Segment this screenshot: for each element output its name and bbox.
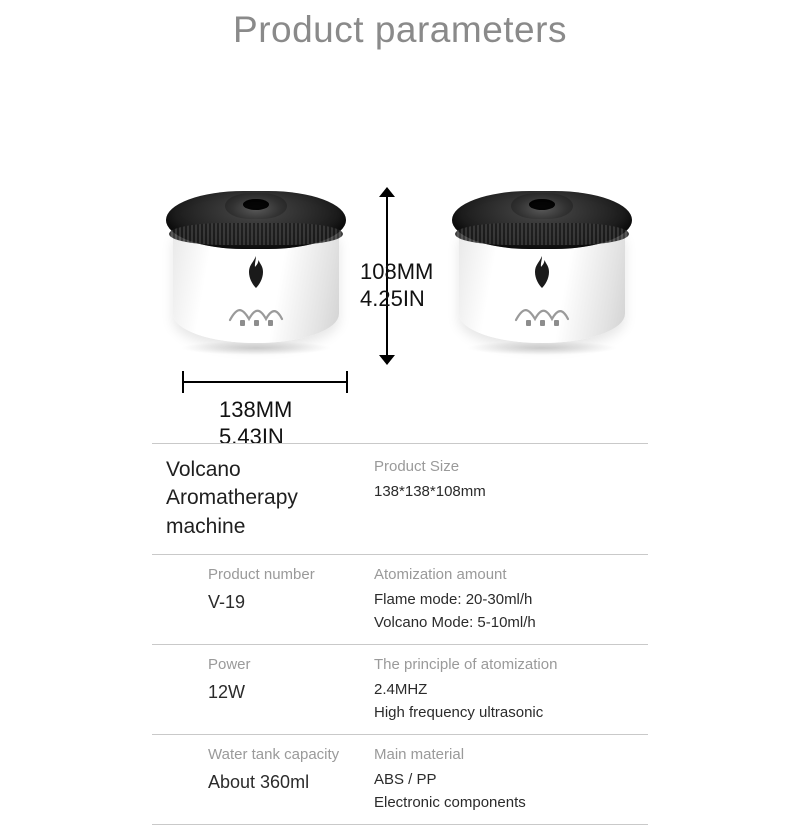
product-size-value: 138*138*108mm [374, 482, 486, 500]
water-tank-cell [152, 744, 370, 814]
cap-ridge [455, 223, 629, 245]
power-label: Power [208, 656, 251, 674]
product-name-line2: Aromatherapy machine [166, 486, 298, 538]
cap-ridge [169, 223, 343, 245]
spec-table [152, 443, 648, 825]
water-ripple-icon [514, 303, 570, 327]
product-hero [0, 51, 800, 450]
product-size-label: Product Size [374, 458, 460, 475]
product-shadow [180, 341, 332, 355]
product-cap [166, 191, 346, 249]
main-material-cell [370, 744, 648, 814]
product-image-right [452, 191, 632, 351]
width-mm: 138MM [219, 396, 293, 422]
atomization-type: High frequency ultrasonic [374, 704, 544, 722]
table-row [152, 645, 648, 735]
product-cap [452, 191, 632, 249]
product-number-cell [152, 564, 370, 634]
atomization-principle-cell [370, 654, 648, 724]
main-material-value: ABS / PP [374, 770, 437, 788]
product-number-value: V-19 [208, 591, 246, 612]
water-tank-value: About 360ml [208, 771, 310, 792]
width-in: 5.43IN [219, 424, 284, 450]
height-mm: 108MM [360, 258, 434, 284]
width-dimension-line [182, 381, 348, 383]
power-cell [152, 654, 370, 724]
cap-vent-hole [529, 199, 555, 210]
main-material-label: Main material [374, 746, 465, 764]
table-row [152, 444, 648, 555]
height-in: 4.25IN [360, 286, 425, 312]
flame-icon [529, 255, 555, 289]
main-material-extra: Electronic components [374, 794, 526, 812]
atomization-principle-label: The principle of atomization [374, 656, 558, 674]
atomization-frequency: 2.4MHZ [374, 680, 428, 698]
flame-icon [243, 255, 269, 289]
product-name-line1: Volcano [166, 458, 241, 481]
table-row [152, 555, 648, 645]
water-tank-label: Water tank capacity [208, 746, 340, 764]
page-title: Product parameters [233, 9, 567, 50]
height-dimension-label [360, 258, 433, 313]
atomization-amount-label: Atomization amount [374, 566, 507, 584]
product-name-cell [152, 456, 370, 541]
product-number-label: Product number [208, 566, 315, 584]
cap-vent-hole [243, 199, 269, 210]
table-row [152, 735, 648, 825]
product-shadow [466, 341, 618, 355]
product-size-cell [370, 456, 648, 541]
power-value: 12W [208, 681, 246, 702]
product-image-left [166, 191, 346, 351]
atomization-volcano-mode: Volcano Mode: 5-10ml/h [374, 614, 536, 632]
atomization-amount-cell [370, 564, 648, 634]
atomization-flame-mode: Flame mode: 20-30ml/h [374, 590, 533, 608]
water-ripple-icon [228, 303, 284, 327]
